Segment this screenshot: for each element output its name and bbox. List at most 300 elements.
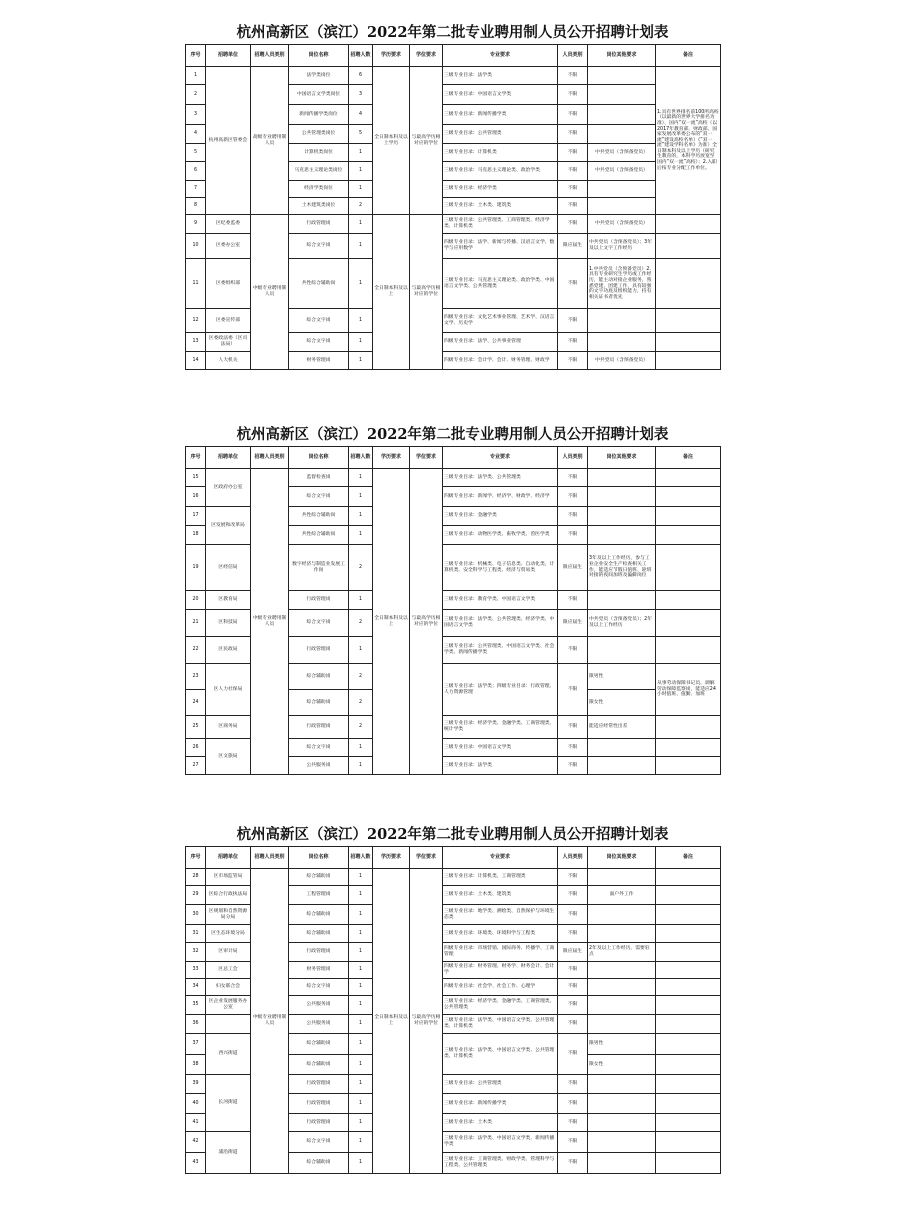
- edu-cell: 全日制本科及以上: [373, 869, 410, 1174]
- type-cell: 限应届生: [558, 234, 588, 259]
- post-cell: 行政管理岗: [289, 637, 349, 664]
- major-cell: 三级专业目录：法学类、公共管理类: [443, 469, 558, 487]
- type-cell: 不限: [558, 85, 588, 105]
- header-cell: 备注: [656, 447, 721, 469]
- post-cell: 法学类岗位: [289, 67, 349, 85]
- num-cell: 4: [349, 105, 373, 125]
- type-cell: 限应届生: [558, 610, 588, 637]
- other-cell: [588, 469, 656, 487]
- major-cell: 四级专业目录：法学、公共事业管理: [443, 333, 558, 352]
- row-no: 10: [186, 234, 206, 259]
- header-cell: 序号: [186, 45, 206, 67]
- num-cell: 1: [349, 905, 373, 925]
- header-cell: 招聘单位: [206, 45, 251, 67]
- post-cell: 综合文字岗: [289, 333, 349, 352]
- table-row: [186, 67, 721, 85]
- header-cell: 序号: [186, 447, 206, 469]
- major-cell: 三级专业目录：计算机类: [443, 144, 558, 162]
- other-cell: [588, 739, 656, 757]
- num-cell: 1: [349, 181, 373, 198]
- major-cell: 三级专业目录：土木类、建筑类: [443, 886, 558, 905]
- unit-cell: 浦沿街道: [206, 1132, 251, 1174]
- num-cell: 1: [349, 1114, 373, 1132]
- num-cell: 6: [349, 67, 373, 85]
- header-cell: 招聘人数: [349, 847, 373, 869]
- other-cell: 中共党员（含预备党员）: [588, 215, 656, 234]
- other-cell: [588, 67, 656, 85]
- unit-cell: 长河街道: [206, 1075, 251, 1132]
- major-cell: 三级专业目录：教育学类、中国语言文学类: [443, 591, 558, 610]
- row-no: 30: [186, 905, 206, 925]
- major-cell: 三级专业目录：工商管理类、财政学类、管理科学与工程类、公共管理类: [443, 1153, 558, 1174]
- row-no: 37: [186, 1034, 206, 1055]
- major-cell: 四级专业目录：文化艺术事业管理、艺术学、汉语言文学、历史学: [443, 309, 558, 333]
- table-row: [186, 215, 721, 234]
- type-cell: 不限: [558, 925, 588, 943]
- remark-cell: 从事劳动保障书记员、调解劳动保障监察岗，能适应24小时值班、值勤、加班: [656, 664, 721, 716]
- row-no: 4: [186, 125, 206, 144]
- type-cell: 不限: [558, 181, 588, 198]
- header-cell: 专业要求: [443, 847, 558, 869]
- unit-cell: 区审计局: [206, 943, 251, 962]
- post-cell: 综合辅助岗: [289, 664, 349, 690]
- num-cell: 1: [349, 637, 373, 664]
- remark-cell: [656, 962, 721, 979]
- other-cell: 1.中共党员（含预备党员）2.具有专业研究生学历或工作经历，能主动对接企业服务，熟悉党建、团建工作，具有较强的文字功底及组织能力，持有相关证书者优先: [588, 259, 656, 309]
- header-cell: 人员类别: [558, 447, 588, 469]
- num-cell: 1: [349, 1015, 373, 1034]
- row-no: 23: [186, 664, 206, 690]
- type-cell: 不限: [558, 67, 588, 85]
- row-no: 32: [186, 943, 206, 962]
- other-cell: 2年及以上工作经历，需要驻点: [588, 943, 656, 962]
- post-cell: 行政管理岗: [289, 1075, 349, 1094]
- header-cell: 学位要求: [410, 447, 443, 469]
- header-cell: 招聘人数: [349, 447, 373, 469]
- remark-cell: [656, 610, 721, 637]
- row-no: 18: [186, 526, 206, 545]
- major-cell: 三级专业目录：土木类: [443, 1114, 558, 1132]
- plan-title: 杭州高新区（滨江）2022年第二批专业聘用制人员公开招聘计划表: [236, 426, 669, 443]
- header-cell: 招聘单位: [206, 447, 251, 469]
- other-cell: [588, 1132, 656, 1153]
- row-no: 14: [186, 352, 206, 370]
- other-cell: [588, 1015, 656, 1034]
- num-cell: 1: [349, 333, 373, 352]
- type-cell: 不限: [558, 716, 588, 739]
- header-row: [186, 447, 721, 469]
- other-cell: [588, 125, 656, 144]
- row-no: 42: [186, 1132, 206, 1153]
- num-cell: 1: [349, 1034, 373, 1055]
- num-cell: 1: [349, 996, 373, 1015]
- other-cell: 中共党员（含预备党员）: [588, 352, 656, 370]
- remark-cell: [656, 487, 721, 507]
- header-cell: 学历要求: [373, 45, 410, 67]
- type-cell: 不限: [558, 469, 588, 487]
- header-cell: 专业要求: [443, 447, 558, 469]
- other-cell: [588, 181, 656, 198]
- other-cell: [588, 637, 656, 664]
- remark-cell: [656, 234, 721, 259]
- post-cell: 综合辅助岗: [289, 1034, 349, 1055]
- remark-cell: [656, 1094, 721, 1114]
- post-cell: 综合辅助岗: [289, 905, 349, 925]
- num-cell: 2: [349, 716, 373, 739]
- other-cell: [588, 1114, 656, 1132]
- unit-cell: 区综合行政执法局: [206, 886, 251, 905]
- post-cell: 综合文字岗: [289, 979, 349, 996]
- post-cell: 马克思主义理论类岗位: [289, 162, 349, 181]
- post-cell: 数字经济与制造业发展工作岗: [289, 545, 349, 591]
- post-cell: 财务管理岗: [289, 962, 349, 979]
- other-cell: 限女性: [588, 1055, 656, 1075]
- major-cell: 三级专业目录：法学类、公共管理类、经济学类、中国语言文学类: [443, 610, 558, 637]
- other-cell: [588, 333, 656, 352]
- type-cell: 不限: [558, 905, 588, 925]
- num-cell: 1: [349, 162, 373, 181]
- num-cell: 1: [349, 469, 373, 487]
- major-cell: 三级专业目录：动物医学类、畜牧学类、兽医学类: [443, 526, 558, 545]
- category-cell: 高级专业聘用制人员: [251, 67, 289, 215]
- remark-cell: [656, 996, 721, 1015]
- major-cell: 三级专业目录：经济学类、金融学类、工商管理类、公共管理类: [443, 996, 558, 1015]
- unit-cell: 区人力社保局: [206, 664, 251, 716]
- type-cell: 不限: [558, 1075, 588, 1094]
- type-cell: 不限: [558, 996, 588, 1015]
- type-cell: 不限: [558, 333, 588, 352]
- header-row: [186, 45, 721, 67]
- other-cell: [588, 1094, 656, 1114]
- plan-page-1: [0, 24, 905, 370]
- num-cell: 1: [349, 1132, 373, 1153]
- other-cell: 能适应经常性出差: [588, 716, 656, 739]
- post-cell: 公共服务岗: [289, 757, 349, 775]
- type-cell: 不限: [558, 352, 588, 370]
- row-no: 43: [186, 1153, 206, 1174]
- major-cell: 三级专业目录：中国语言文学类: [443, 85, 558, 105]
- unit-cell: 区商务局: [206, 716, 251, 739]
- major-cell: 三级专业目录：法学类: [443, 757, 558, 775]
- unit-cell: 区委办公室: [206, 234, 251, 259]
- type-cell: 不限: [558, 1114, 588, 1132]
- row-no: 16: [186, 487, 206, 507]
- type-cell: 不限: [558, 664, 588, 716]
- type-cell: 不限: [558, 1034, 588, 1075]
- unit-cell: 区政府办公室: [206, 469, 251, 507]
- type-cell: 不限: [558, 125, 588, 144]
- major-cell: 四级专业目录：财务管理、财务学、财务会计、会计学: [443, 962, 558, 979]
- plan-page-2: [0, 426, 905, 775]
- num-cell: 1: [349, 739, 373, 757]
- row-no: 20: [186, 591, 206, 610]
- major-cell: 三级专业目录：马克思主义理论类、政治学类、中国语言文学类、公共管理类: [443, 259, 558, 309]
- num-cell: 1: [349, 1094, 373, 1114]
- post-cell: 行政管理岗: [289, 716, 349, 739]
- row-no: 39: [186, 1075, 206, 1094]
- type-cell: 不限: [558, 215, 588, 234]
- num-cell: 1: [349, 144, 373, 162]
- other-cell: [588, 85, 656, 105]
- remark-cell: [656, 637, 721, 664]
- other-cell: 中共党员（含预备党员）；2年及以上工作经历: [588, 610, 656, 637]
- unit-cell: 区规划和自然资源局分局: [206, 905, 251, 925]
- other-cell: [588, 507, 656, 526]
- table-row: [186, 469, 721, 487]
- table-row: [186, 869, 721, 886]
- num-cell: 1: [349, 215, 373, 234]
- row-no: 21: [186, 610, 206, 637]
- major-cell: 三级专业目录：土木类、建筑类: [443, 198, 558, 215]
- header-cell: 学位要求: [410, 45, 443, 67]
- num-cell: 1: [349, 962, 373, 979]
- remark-cell: [656, 886, 721, 905]
- num-cell: 1: [349, 757, 373, 775]
- remark-cell: [656, 1114, 721, 1132]
- type-cell: 不限: [558, 739, 588, 757]
- unit-cell: 区纪委监委: [206, 215, 251, 234]
- header-cell: 岗位其他要求: [588, 45, 656, 67]
- type-cell: 不限: [558, 309, 588, 333]
- remark-cell: [656, 1153, 721, 1174]
- other-cell: [588, 905, 656, 925]
- post-cell: 综合辅助岗: [289, 690, 349, 716]
- num-cell: 1: [349, 487, 373, 507]
- major-cell: 三级专业目录：法学类、中国语言文学类、新闻传播学类: [443, 1132, 558, 1153]
- other-cell: 中共党员（含预备党员）: [588, 162, 656, 181]
- type-cell: 不限: [558, 962, 588, 979]
- header-cell: 岗位其他要求: [588, 847, 656, 869]
- remark-cell: [656, 333, 721, 352]
- category-cell: 中级专业聘用制人员: [251, 469, 289, 775]
- remark-cell: [656, 591, 721, 610]
- remark-cell: [656, 925, 721, 943]
- other-cell: [588, 979, 656, 996]
- header-cell: 学历要求: [373, 847, 410, 869]
- post-cell: 经济学类岗位: [289, 181, 349, 198]
- other-cell: [588, 487, 656, 507]
- major-cell: 三级专业目录：经济学类、金融学类、工商管理类、统计学类: [443, 716, 558, 739]
- major-cell: 三级专业目录：公共管理类、工商管理类、经济学类、计算机类: [443, 215, 558, 234]
- type-cell: 限应届生: [558, 545, 588, 591]
- other-cell: [588, 1075, 656, 1094]
- remark-cell: [656, 215, 721, 234]
- unit-cell: 区总工会: [206, 962, 251, 979]
- remark-cell: [656, 979, 721, 996]
- remark-cell: [656, 1075, 721, 1094]
- row-no: 33: [186, 962, 206, 979]
- other-cell: [588, 996, 656, 1015]
- remark-cell: [656, 309, 721, 333]
- type-cell: 不限: [558, 757, 588, 775]
- remark-cell: [656, 469, 721, 487]
- unit-cell: 区委政法委（区司法局）: [206, 333, 251, 352]
- category-cell: 中级专业聘用制人员: [251, 869, 289, 1174]
- major-cell: 三级专业目录：法学类；四级专业目录：行政管理、人力资源管理: [443, 664, 558, 716]
- row-no: 2: [186, 85, 206, 105]
- row-no: 41: [186, 1114, 206, 1132]
- num-cell: 1: [349, 591, 373, 610]
- row-no: 6: [186, 162, 206, 181]
- major-cell: 三级专业目录：公共管理类: [443, 125, 558, 144]
- type-cell: 不限: [558, 637, 588, 664]
- plan-title: 杭州高新区（滨江）2022年第二批专业聘用制人员公开招聘计划表: [236, 826, 669, 843]
- row-no: 28: [186, 869, 206, 886]
- unit-cell: 区教育局: [206, 591, 251, 610]
- type-cell: 不限: [558, 886, 588, 905]
- other-cell: [588, 526, 656, 545]
- row-no: 26: [186, 739, 206, 757]
- type-cell: 不限: [558, 162, 588, 181]
- remark-cell: [656, 905, 721, 925]
- post-cell: 公共服务岗: [289, 1015, 349, 1034]
- remark-cell: [656, 507, 721, 526]
- type-cell: 不限: [558, 1132, 588, 1153]
- num-cell: 5: [349, 125, 373, 144]
- type-cell: 不限: [558, 507, 588, 526]
- other-cell: 3年及以上工作经历，参与工业企业安全生产检查相关工作，能适应节假日值班、轮班对接的夜间加班及偏僻岗位: [588, 545, 656, 591]
- header-cell: 备注: [656, 847, 721, 869]
- remark-cell: [656, 943, 721, 962]
- num-cell: 1: [349, 1075, 373, 1094]
- post-cell: 公共管理类岗位: [289, 125, 349, 144]
- header-cell: 招聘人员类别: [251, 847, 289, 869]
- row-no: 3: [186, 105, 206, 125]
- row-no: 29: [186, 886, 206, 905]
- num-cell: 2: [349, 610, 373, 637]
- unit-cell: 区委组织部: [206, 259, 251, 309]
- other-cell: [588, 309, 656, 333]
- row-no: 7: [186, 181, 206, 198]
- post-cell: 综合文字岗: [289, 1132, 349, 1153]
- type-cell: 限应届生: [558, 943, 588, 962]
- num-cell: 1: [349, 1153, 373, 1174]
- post-cell: 新闻传播学类岗位: [289, 105, 349, 125]
- plan-table-2: [185, 446, 721, 775]
- row-no: 36: [186, 1015, 206, 1034]
- unit-cell: 区企业发展服务办公室: [206, 996, 251, 1015]
- unit-cell: 区市场监管局: [206, 869, 251, 886]
- num-cell: 3: [349, 85, 373, 105]
- num-cell: 2: [349, 664, 373, 690]
- num-cell: 1: [349, 869, 373, 886]
- type-cell: 不限: [558, 198, 588, 215]
- unit-cell: [206, 1015, 251, 1034]
- header-cell: 招聘单位: [206, 847, 251, 869]
- post-cell: 综合文字岗: [289, 487, 349, 507]
- other-cell: 面户外工作: [588, 886, 656, 905]
- header-cell: 备注: [656, 45, 721, 67]
- type-cell: 不限: [558, 1094, 588, 1114]
- post-cell: 中国语言文学类岗位: [289, 85, 349, 105]
- remark-cell: [656, 545, 721, 591]
- row-no: 9: [186, 215, 206, 234]
- row-no: 19: [186, 545, 206, 591]
- other-cell: 中共党员（含预备党员）: [588, 144, 656, 162]
- other-cell: [588, 1153, 656, 1174]
- other-cell: [588, 591, 656, 610]
- post-cell: 共性综合辅助岗: [289, 526, 349, 545]
- major-cell: 三级专业目录：马克思主义理论类、政治学类: [443, 162, 558, 181]
- plan-title: 杭州高新区（滨江）2022年第二批专业聘用制人员公开招聘计划表: [236, 24, 669, 41]
- other-cell: 限女性: [588, 690, 656, 716]
- header-cell: 招聘人员类别: [251, 45, 289, 67]
- other-cell: [588, 757, 656, 775]
- degree-cell: 与最高学历相对应的学位: [410, 469, 443, 775]
- row-no: 13: [186, 333, 206, 352]
- post-cell: 综合辅助岗: [289, 1153, 349, 1174]
- unit-cell: 区经信局: [206, 545, 251, 591]
- major-cell: 三级专业目录：中国语言文学类: [443, 739, 558, 757]
- post-cell: 计算机类岗位: [289, 144, 349, 162]
- num-cell: 1: [349, 309, 373, 333]
- post-cell: 行政管理岗: [289, 943, 349, 962]
- degree-cell: 与最高学历相对应的学位: [410, 869, 443, 1174]
- remark-cell: [656, 259, 721, 309]
- other-cell: [588, 869, 656, 886]
- major-cell: 三级专业目录：机械类、电子信息类、自动化类、计算机类、安全科学与工程类、经济与贸易类: [443, 545, 558, 591]
- num-cell: 2: [349, 198, 373, 215]
- major-cell: 三级专业目录：法学类、中国语言文学类、公共管理类、计算机类: [443, 1034, 558, 1075]
- major-cell: 四级专业目录：市场营销、国际商务、传播学、工商管理: [443, 943, 558, 962]
- unit-cell: 杭州高新区管委会: [206, 67, 251, 215]
- unit-cell: 区生态环境分局: [206, 925, 251, 943]
- unit-cell: 区文旅局: [206, 739, 251, 775]
- major-cell: 三级专业目录：公共管理类、中国语言文学类、社会学类、新闻传播学类: [443, 637, 558, 664]
- num-cell: 1: [349, 1055, 373, 1075]
- post-cell: 共性综合辅助岗: [289, 259, 349, 309]
- post-cell: 综合辅助岗: [289, 1055, 349, 1075]
- type-cell: 不限: [558, 144, 588, 162]
- plan-page-3: [0, 826, 905, 1174]
- row-no: 15: [186, 469, 206, 487]
- degree-cell: 与最高学历相对应的学位: [410, 215, 443, 370]
- post-cell: 综合辅助岗: [289, 925, 349, 943]
- row-no: 11: [186, 259, 206, 309]
- post-cell: 综合辅助岗: [289, 869, 349, 886]
- type-cell: 不限: [558, 1153, 588, 1174]
- edu-cell: 全日制本科及以上: [373, 469, 410, 775]
- num-cell: 1: [349, 886, 373, 905]
- post-cell: 行政管理岗: [289, 591, 349, 610]
- header-cell: 招聘人员类别: [251, 447, 289, 469]
- major-cell: 三级专业目录：金融学类: [443, 507, 558, 526]
- header-cell: 学位要求: [410, 847, 443, 869]
- unit-cell: 区科技局: [206, 610, 251, 637]
- major-cell: 四级专业目录：社会学、社会工作、心理学: [443, 979, 558, 996]
- post-cell: 行政管理岗: [289, 1114, 349, 1132]
- remark-cell: [656, 757, 721, 775]
- other-cell: 中共党员（含预备党员）；3年及以上文字工作经历: [588, 234, 656, 259]
- major-cell: 三级专业目录：地学类、测绘类、自然保护与环境生态类: [443, 905, 558, 925]
- post-cell: 财务管理岗: [289, 352, 349, 370]
- unit-cell: 区民政局: [206, 637, 251, 664]
- unit-cell: 妇女联合会: [206, 979, 251, 996]
- post-cell: 行政管理岗: [289, 215, 349, 234]
- header-cell: 人员类别: [558, 45, 588, 67]
- post-cell: 监督检查岗: [289, 469, 349, 487]
- type-cell: 不限: [558, 979, 588, 996]
- remark-cell: [656, 352, 721, 370]
- header-cell: 学历要求: [373, 447, 410, 469]
- major-cell: 三级专业目录：法学类: [443, 67, 558, 85]
- edu-cell: 全日制本科及以上学历: [373, 67, 410, 215]
- row-no: 40: [186, 1094, 206, 1114]
- num-cell: 1: [349, 526, 373, 545]
- type-cell: 不限: [558, 105, 588, 125]
- header-cell: 序号: [186, 847, 206, 869]
- row-no: 25: [186, 716, 206, 739]
